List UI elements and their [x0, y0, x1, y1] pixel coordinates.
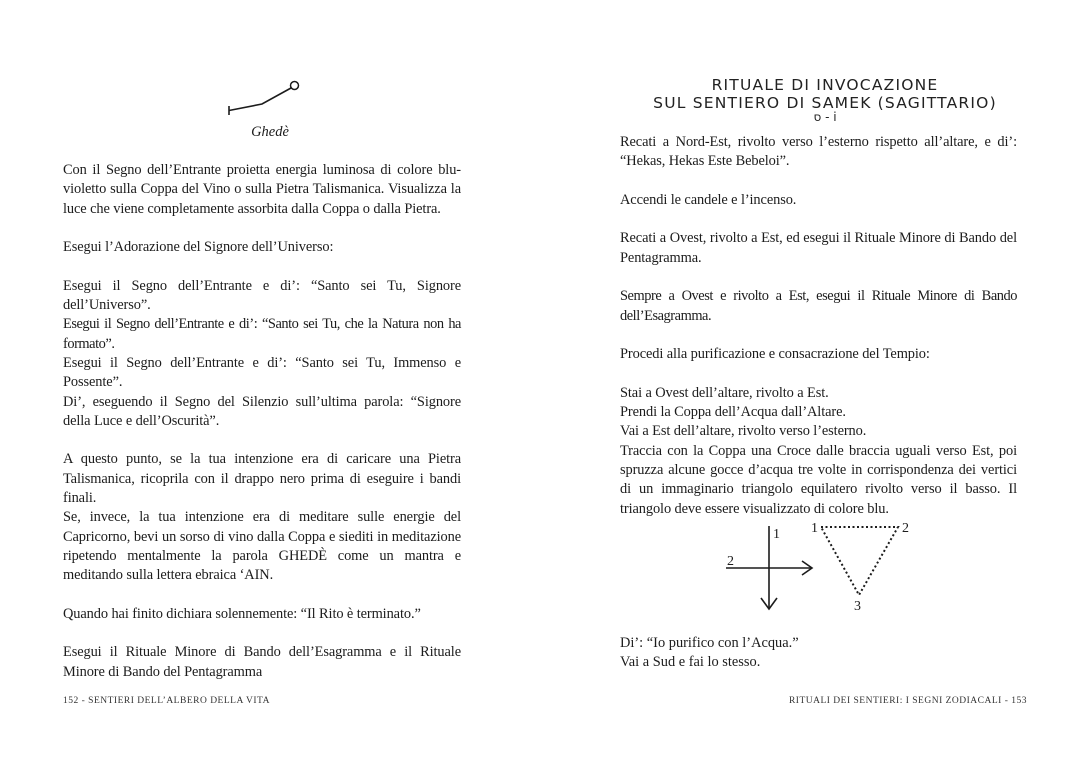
cross-label-2: 2 [727, 554, 734, 569]
footer-right: RITUALI DEI SENTIERI: I SEGNI ZODIACALI - 153 [788, 696, 1027, 706]
sigil-caption: Ghedè [251, 124, 289, 140]
chapter-title-line2: SUL SENTIERO DI SAMEK (SAGITTARIO) [653, 94, 997, 112]
footer-left: 152 - SENTIERI DELL’ALBERO DELLA VITA [63, 696, 270, 706]
paragraph: Prendi la Coppa dell’Acqua dall’Altare. [620, 404, 846, 421]
paragraph: Esegui il Segno dell’Entrante e di’: “Santo sei Tu, Immenso e Possente”. [63, 354, 461, 391]
cross-and-triangle-diagram [540, 500, 1080, 630]
triangle-label-1: 1 [811, 521, 818, 536]
paragraph: Vai a Est dell’altare, rivolto verso l’esterno. [620, 423, 867, 440]
paragraph: Stai a Ovest dell’altare, rivolto a Est. [620, 384, 829, 401]
triangle-label-3: 3 [854, 599, 861, 614]
right-body-text [620, 133, 1017, 519]
paragraph: Accendi le candele e l’incenso. [620, 191, 797, 208]
paragraph: Di’, eseguendo il Segno del Silenzio sull’ultima parola: “Signore della Luce e dell’Oscurità”. [63, 393, 461, 429]
paragraph: Recati a Ovest, rivolto a Est, ed esegui il Rituale Minore di Bando del Pentagramma. [620, 230, 1017, 266]
paragraph: Con il Segno dell’Entrante proietta energia luminosa di colore blu-violetto sulla Coppa del Vino o sulla Pietra Talismanica. Visualizza la luce che viene completamente assorbita dalla Coppa o dalla Pietra. [63, 162, 461, 217]
right-page [540, 0, 1080, 762]
triangle-label-2: 2 [902, 521, 909, 536]
dotted-triangle-icon [811, 521, 909, 614]
paragraph: Esegui il Segno dell’Entrante e di’: “Santo sei Tu, che la Natura non ha formato”. [63, 316, 461, 352]
left-body-text [63, 161, 461, 682]
sigil-circle [291, 82, 299, 90]
paragraph: Esegui l’Adorazione del Signore dell’Universo: [63, 239, 334, 256]
paragraph: Recati a Nord-Est, rivolto verso l’esterno rispetto all’altare, e di’: “Hekas, Hekas Este Bebeloi”. [620, 134, 1017, 170]
paragraph: Esegui il Segno dell’Entrante e di’: “Santo sei Tu, Signore dell’Universo”. [63, 277, 461, 314]
equal-armed-cross-icon [726, 526, 812, 609]
paragraph: A questo punto, se la tua intenzione era di caricare una Pietra Talismanica, ricoprila con il drappo nero prima di eseguire i bandi finali. [63, 451, 461, 507]
paragraph: Di’: “Io purifico con l’Acqua.” [620, 635, 799, 651]
hebrew-samek-glyph: ס - i [813, 110, 837, 124]
paragraph: Vai a Sud e fai lo stesso. [620, 654, 761, 671]
paragraph: Quando hai finito dichiara solennemente: “Il Rito è terminato.” [63, 605, 421, 622]
paragraph: Procedi alla purificazione e consacrazione del Tempio: [620, 346, 930, 363]
paragraph: Esegui il Rituale Minore di Bando dell’Esagramma e il Rituale Minore di Bando del Pentagramma [63, 644, 461, 680]
cross-label-1: 1 [773, 527, 780, 542]
paragraph: Traccia con la Coppa una Croce dalle braccia uguali verso Est, poi spruzza alcune gocce d’acqua tre volte in corrispondenza dei vertici di un immaginario triangolo equilatero rivolto verso il basso. Il triangolo deve essere visualizzato di colore blu. [620, 442, 1017, 517]
right-closing-text [620, 634, 1020, 673]
sigil-stroke [229, 88, 291, 111]
chapter-title-line1: RITUALE DI INVOCAZIONE [711, 76, 939, 94]
paragraph: Se, invece, la tua intenzione era di meditare sulle energie del Capricorno, bevi un sorso di vino dalla Coppa e siediti in meditazione ripetendo mentalmente la parola GHEDÈ come un mantra e meditando sulla lettera ebraica ‘AIN. [63, 509, 461, 584]
triangle-outline [821, 527, 898, 595]
paragraph: Sempre a Ovest e rivolto a Est, esegui il Rituale Minore di Bando dell’Esagramma. [620, 288, 1017, 324]
